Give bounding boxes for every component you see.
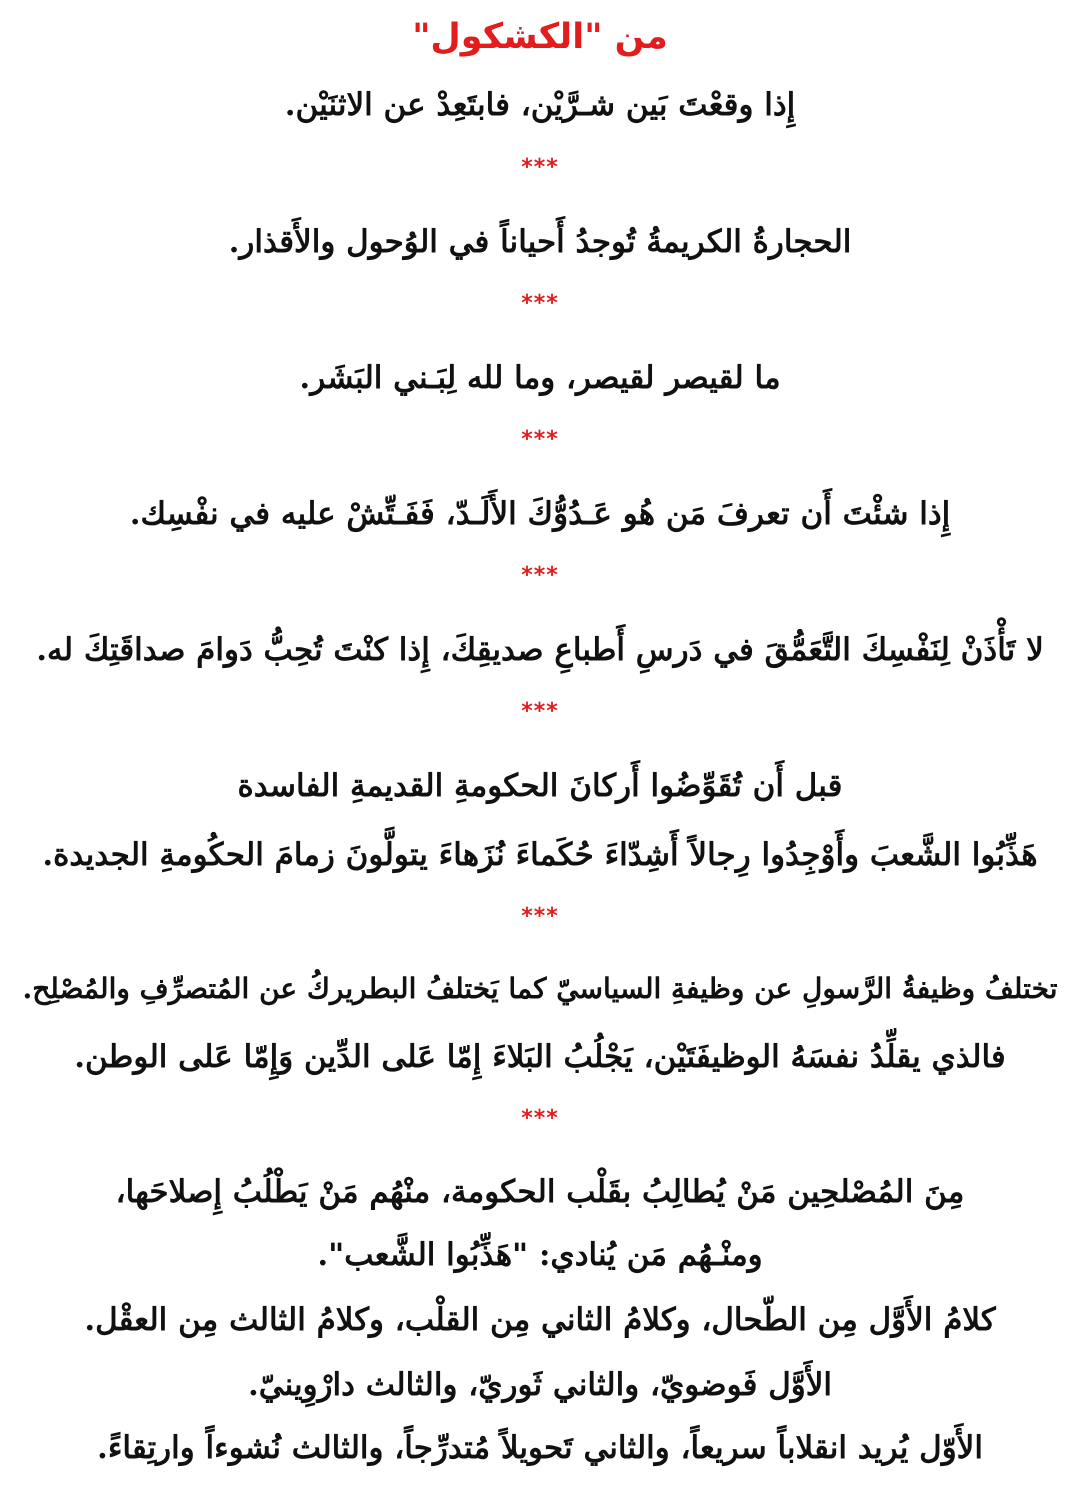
saying-7-line-2: فالذي يقلِّدُ نفسَهُ الوظيفَتَيْن، يَجْلُبُ البَلاءَ إِمّا عَلى الدِّين وَإِمّا عَلى الوطن. (74, 1039, 1006, 1075)
separator-2: *** (521, 291, 559, 316)
separator-1: *** (521, 155, 559, 180)
saying-1-line-1: إِذا وقعْتَ بَين شـرَّيْن، فابتَعِدْ عن الاثنَيْن. (284, 87, 796, 123)
saying-5-line-1: لا تَأْذَنْ لِنَفْسِكَ التَّعَمُّقَ في دَرسِ أَطباعِ صديقِكَ، إِذا كنْتَ تُحِبُّ دَوامَ صداقَتِكَ له. (36, 632, 1044, 668)
saying-2-line-1: الحجارةُ الكريمةُ تُوجدُ أَحياناً في الوُحول والأَقذار. (228, 224, 852, 260)
separator-3: *** (521, 427, 559, 452)
saying-8-line-3: كلامُ الأَوَّل مِن الطّحال، وكلامُ الثاني مِن القلْب، وكلامُ الثالث مِن العقْل. (84, 1302, 996, 1338)
saying-7-line-1: تختلفُ وظيفةُ الرَّسولِ عن وظيفةِ السياسيّ كما يَختلفُ البطريركُ عن المُتصرِّفِ والمُصْلِح. (22, 972, 1058, 1005)
separator-5: *** (521, 699, 559, 724)
separator-4: *** (521, 563, 559, 588)
page-title: من "الكشكول" (412, 17, 668, 57)
saying-6-line-2: هَذِّبُوا الشَّعبَ وأَوْجِدُوا رِجالاً أَشِدّاءَ حُكَماءَ نُزَهاءَ يتولَّونَ زمامَ الحكُومةِ الجديدة. (42, 837, 1038, 873)
saying-8-line-4: الأَوَّل فَوضويّ، والثاني ثَوريّ، والثالث دارْوِينيّ. (247, 1367, 833, 1403)
saying-4-line-1: إِذا شئْتَ أَن تعرفَ مَن هُو عَـدُوُّكَ الأَلَـدّ، فَفَـتِّشْ عليه في نفْسِك. (129, 496, 951, 532)
saying-8-line-1: مِنَ المُصْلحِين مَنْ يُطالِبُ بقَلْب الحكومة، منْهُم مَنْ يَطْلُبُ إِصلاحَها، (115, 1174, 965, 1210)
saying-3-line-1: ما لقيصر لقيصر، وما لله لِبَـني البَشَر. (299, 360, 781, 396)
saying-8-line-2: ومنْـهُم مَن يُنادي: "هَذِّبُوا الشَّعب". (317, 1237, 763, 1273)
saying-6-line-1: قبل أَن تُقَوِّضُوا أَركانَ الحكومةِ القديمةِ الفاسدة (237, 768, 843, 804)
separator-6: *** (521, 904, 559, 929)
saying-8-line-5: الأَوّل يُريد انقلاباً سريعاً، والثاني تَحويلاً مُتدرِّجاً، والثالث نُشوءاً وارتِقاءً. (97, 1430, 983, 1466)
separator-7: *** (521, 1106, 559, 1131)
